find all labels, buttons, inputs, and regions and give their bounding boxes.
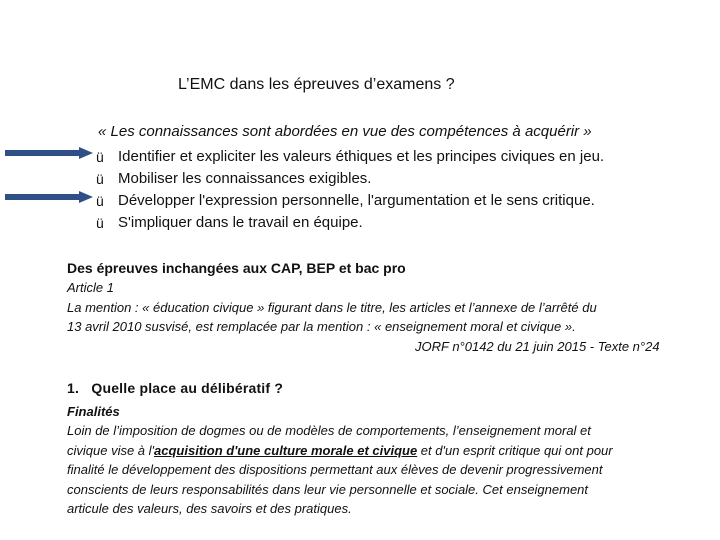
- competences-list: [96, 146, 604, 234]
- list-item: [96, 212, 604, 234]
- question-number: 1.: [67, 380, 80, 396]
- text-fragment: civique vise à l': [67, 442, 155, 458]
- question-heading: [67, 380, 283, 396]
- paragraph-line: finalité le développement des dispositions permettant aux élèves de devenir progressivement: [67, 462, 603, 477]
- checkmark-icon: ü: [96, 215, 104, 231]
- list-item-text: Mobiliser les connaissances exigibles.: [118, 170, 372, 187]
- page-title: L’EMC dans les épreuves d’examens ?: [178, 76, 455, 93]
- arrow-right-icon: [5, 147, 93, 159]
- quote-line: « Les connaissances sont abordées en vue des compétences à acquérir »: [98, 123, 592, 140]
- section-heading: Des épreuves inchangées aux CAP, BEP et bac pro: [67, 260, 406, 276]
- paragraph-line: articule des valeurs, des savoirs et des pratiques.: [67, 501, 352, 516]
- article-text-line: La mention : « éducation civique » figurant dans le titre, les articles et l’annexe de l’arrêté du: [67, 300, 597, 315]
- checkmark-icon: ü: [96, 193, 104, 209]
- finalites-paragraph: [67, 421, 667, 519]
- list-item: [96, 190, 604, 212]
- emphasis-text: acquisition d'une culture morale et civique: [154, 442, 418, 458]
- checkmark-icon: ü: [96, 149, 104, 165]
- list-item-text: S'impliquer dans le travail en équipe.: [118, 214, 363, 231]
- article-label: Article 1: [67, 280, 114, 295]
- paragraph-line: conscients de leurs responsabilités dans leur vie personnelle et sociale. Cet enseignement: [67, 481, 589, 497]
- paragraph-line: Loin de l’imposition de dogmes ou de modèles de comportements, l’enseignement moral et: [67, 423, 591, 438]
- list-item-text: Identifier et expliciter les valeurs éthiques et les principes civiques en jeu.: [118, 148, 605, 165]
- question-text: Quelle place au délibératif ?: [91, 380, 284, 396]
- source-reference: JORF n°0142 du 21 juin 2015 - Texte n°24: [415, 339, 660, 354]
- list-item-text: Développer l'expression personnelle, l'argumentation et le sens critique.: [118, 192, 595, 209]
- arrow-right-icon: [5, 191, 93, 203]
- checkmark-icon: ü: [96, 171, 104, 187]
- finalites-label: Finalités: [67, 404, 120, 419]
- article-text-line: 13 avril 2010 susvisé, est remplacée par la mention : « enseignement moral et civique ».: [67, 319, 576, 334]
- list-item: [96, 146, 604, 168]
- text-fragment: et d'un esprit critique qui ont pour: [417, 442, 613, 458]
- paragraph-line: [67, 441, 667, 461]
- list-item: [96, 168, 604, 190]
